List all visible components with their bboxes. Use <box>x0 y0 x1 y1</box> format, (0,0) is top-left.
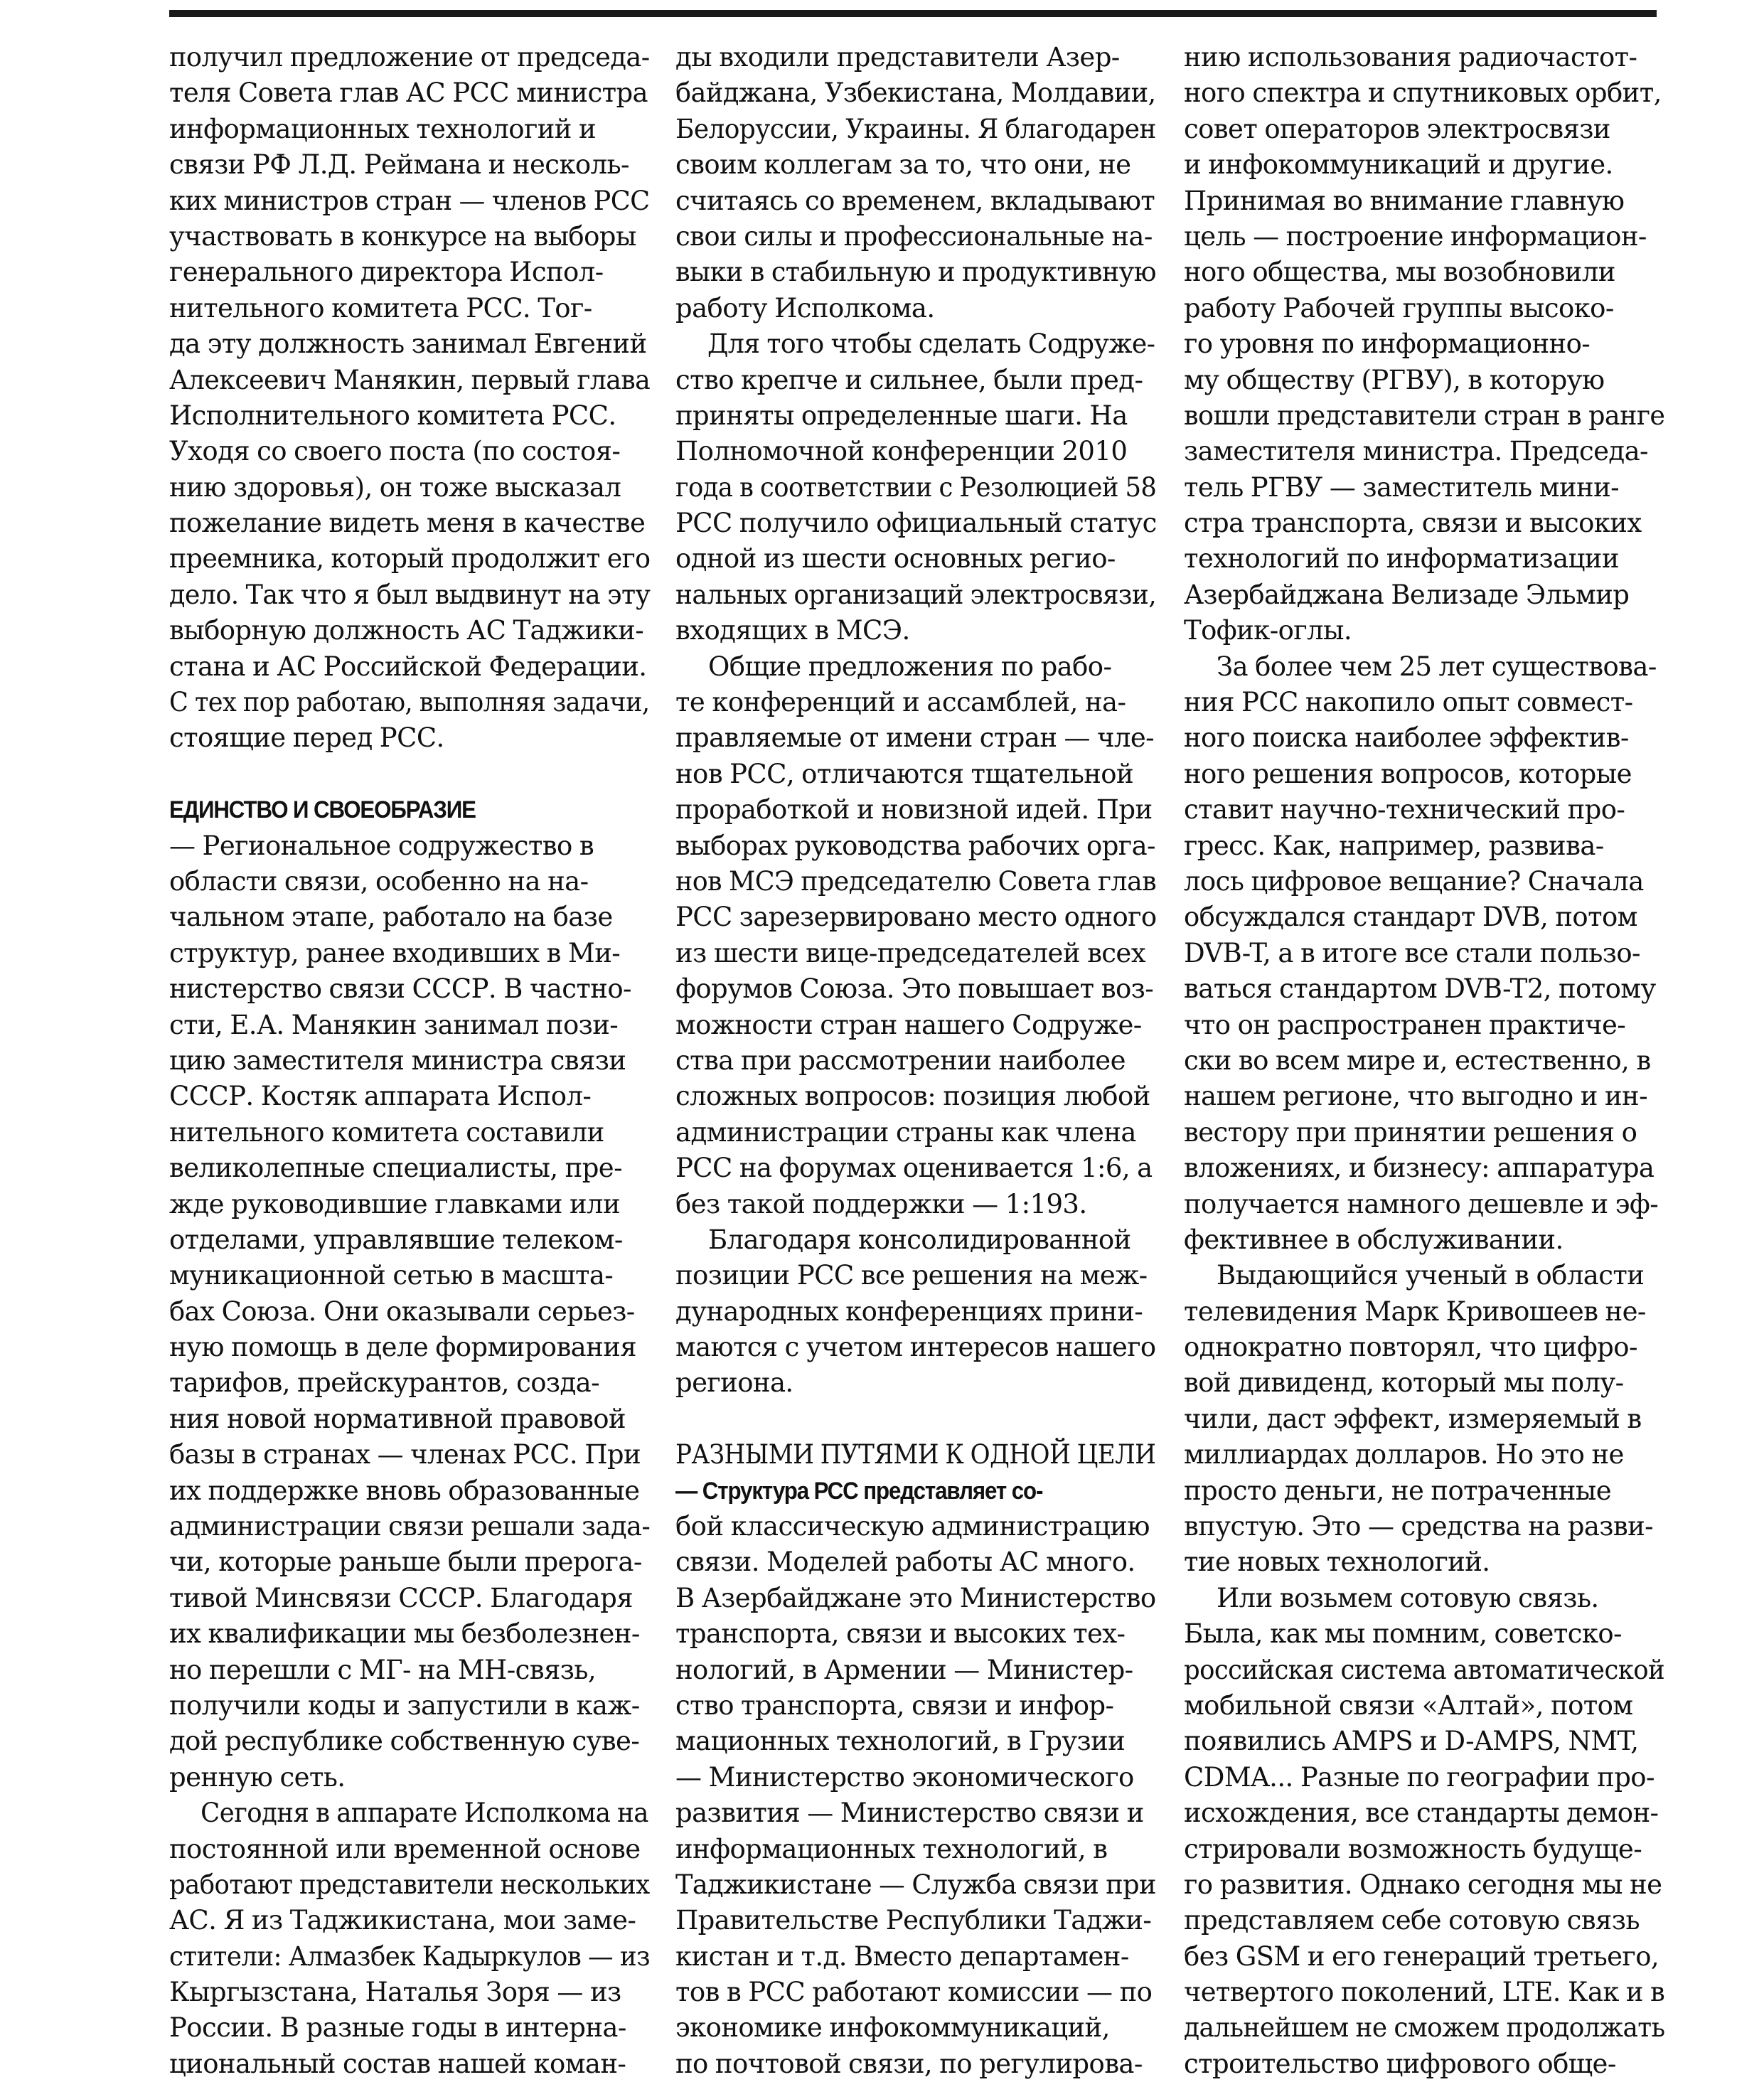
text-line: дународных конференциях прини- <box>675 1296 1143 1327</box>
text-line: технологий по информатизации <box>1184 543 1619 575</box>
text-line: обсуждался стандарт DVB, потом <box>1184 902 1637 933</box>
text-line: строительство цифрового обще- <box>1184 2048 1616 2079</box>
text-line: нию здоровья), он тоже высказал <box>169 471 621 503</box>
text-line: их поддержке вновь образованные <box>169 1475 640 1506</box>
text-line: ренную сеть. <box>169 1761 346 1793</box>
text-line: тивой Минсвязи СССР. Благодаря <box>169 1582 633 1613</box>
text-line: ного поиска наиболее эффектив- <box>1184 722 1629 754</box>
text-line: дой республике собственную суве- <box>169 1726 640 1757</box>
text-line: вошли представители стран в ранге <box>1184 400 1665 431</box>
text-line: нительного комитета составили <box>169 1116 604 1148</box>
text-line: генерального директора Испол- <box>169 257 604 288</box>
text-line: Уходя со своего поста (по состоя- <box>169 436 621 467</box>
text-line: без такой поддержки — 1:193. <box>675 1188 1087 1219</box>
text-line: гресс. Как, например, развива- <box>1184 830 1604 861</box>
text-line: получил предложение от председа- <box>169 42 650 73</box>
paragraph-gap <box>675 1402 1156 1437</box>
text-line: го развития. Однако сегодня мы не <box>1184 1869 1662 1900</box>
text-line: получается намного дешевле и эф- <box>1184 1188 1659 1219</box>
text-line: сти, Е.А. Манякин занимал пози- <box>169 1009 619 1040</box>
text-line: ство транспорта, связи и инфор- <box>675 1689 1114 1721</box>
text-line: постоянной или временной основе <box>169 1833 641 1864</box>
text-line: нов РСС, отличаются тщательной <box>675 758 1134 789</box>
text-line: вестору при принятии решения о <box>1184 1116 1637 1148</box>
text-line: фективнее в обслуживании. <box>1184 1224 1563 1255</box>
text-line: появились AMPS и D-AMPS, NMT, <box>1184 1726 1639 1757</box>
text-line: из шести вице-председателей всех <box>675 937 1145 968</box>
text-line: но перешли с МГ- на МН-связь, <box>169 1654 597 1685</box>
text-line: стра транспорта, связи и высоких <box>1184 508 1642 539</box>
text-line: по почтовой связи, по регулирова- <box>675 2048 1143 2079</box>
text-line: экономике инфокоммуникаций, <box>675 2012 1110 2044</box>
text-line: Правительстве Республики Таджи- <box>675 1905 1152 1936</box>
text-line: СССР. Костяк аппарата Испол- <box>169 1081 592 1112</box>
text-line: ких министров стран — членов РСС <box>169 185 650 216</box>
text-line: российская система автоматической <box>1184 1654 1665 1685</box>
text-line: дело. Так что я был выдвинут на эту <box>169 579 651 610</box>
text-line: ния РСС накопило опыт совмест- <box>1184 687 1633 718</box>
text-line: дальнейшем не сможем продолжать <box>1184 2012 1665 2044</box>
text-line: DVB-T, а в итоге все стали пользо- <box>1184 937 1640 968</box>
text-line: стоящие перед РСС. <box>169 722 444 754</box>
text-line: кистан и т.д. Вместо департамен- <box>675 1940 1129 1972</box>
text-line: исхождения, все стандарты демон- <box>1184 1798 1659 1829</box>
text-line: тов в РСС работают комиссии — по <box>675 1977 1153 2008</box>
text-line: информационных технологий, в <box>675 1833 1108 1864</box>
text-line: форумов Союза. Это повышает воз- <box>675 973 1154 1005</box>
text-line: входящих в МСЭ. <box>675 615 910 646</box>
text-line: ства при рассмотрении наиболее <box>675 1045 1126 1076</box>
text-line: можности стран нашего Содруже- <box>675 1009 1142 1040</box>
text-line: развития — Министерство связи и <box>675 1798 1144 1829</box>
text-line: представляем себе сотовую связь <box>1184 1905 1640 1936</box>
text-line: четвертого поколений, LTE. Как и в <box>1184 1977 1665 2008</box>
text-line: Или возьмем сотовую связь. <box>1217 1582 1599 1613</box>
text-line: стрировали возможность будуще- <box>1184 1833 1642 1864</box>
text-line: тель РГВУ — заместитель мини- <box>1184 471 1620 503</box>
text-line: сложных вопросов: позиция любой <box>675 1081 1150 1112</box>
text-line: транспорта, связи и высоких тех- <box>675 1618 1126 1650</box>
text-line: ного решения вопросов, которые <box>1184 758 1632 789</box>
text-line: пожелание видеть меня в качестве <box>169 508 646 539</box>
text-line: цию заместителя министра связи <box>169 1045 626 1076</box>
text-line: чи, которые раньше были прерога- <box>169 1547 642 1578</box>
text-line: — Региональное содружество в <box>169 830 594 861</box>
text-line: Общие предложения по рабо- <box>708 651 1112 682</box>
text-line: работу Исполкома. <box>675 292 935 324</box>
text-line: За более чем 25 лет существова- <box>1217 651 1657 682</box>
text-line: администрации связи решали зада- <box>169 1511 651 1542</box>
text-line: Выдающийся ученый в области <box>1217 1260 1645 1291</box>
text-line: преемника, который продолжит его <box>169 543 651 575</box>
text-line: ную помощь в деле формирования <box>169 1332 637 1363</box>
text-line: ставит научно-технический про- <box>1184 794 1625 826</box>
text-line: Была, как мы помним, советско- <box>1184 1618 1622 1650</box>
text-line: те конференций и ассамблей, на- <box>675 687 1126 718</box>
text-line: связи РФ Л.Д. Реймана и несколь- <box>169 149 629 181</box>
text-line: Таджикистане — Служба связи при <box>675 1869 1156 1900</box>
text-line: администрации страны как члена <box>675 1116 1136 1148</box>
text-line: их квалификации мы безболезнен- <box>169 1618 640 1650</box>
text-line: стана и АС Российской Федерации. <box>169 651 647 682</box>
text-line: выборную должность АС Таджики- <box>169 615 644 646</box>
text-line: впустую. Это — средства на разви- <box>1184 1511 1654 1542</box>
text-line: ного общества, мы возобновили <box>1184 257 1615 288</box>
text-line: чили, даст эффект, измеряемый в <box>1184 1403 1642 1434</box>
text-line: цель — построение информацион- <box>1184 220 1647 252</box>
text-line: теля Совета глав АС РСС министра <box>169 78 648 109</box>
text-line: приняты определенные шаги. На <box>675 400 1128 431</box>
text-line: телевидения Марк Кривошеев не- <box>1184 1296 1646 1327</box>
text-line: РСС получило официальный статус <box>675 508 1157 539</box>
text-line: нологий, в Армении — Министер- <box>675 1654 1133 1685</box>
text-line: и инфокоммуникаций и другие. <box>1184 149 1613 181</box>
text-line: Полномочной конференции 2010 <box>675 436 1128 467</box>
section-heading: ЕДИНСТВО И СВОЕОБРАЗИЕ <box>169 796 476 824</box>
text-line: одной из шести основных регио- <box>675 543 1116 575</box>
text-line: структур, ранее входивших в Ми- <box>169 937 621 968</box>
text-line: позиции РСС все решения на меж- <box>675 1260 1148 1291</box>
text-line: связи. Моделей работы АС много. <box>675 1547 1135 1578</box>
text-line: РСС зарезервировано место одного <box>675 902 1157 933</box>
text-line: тие новых технологий. <box>1184 1547 1490 1578</box>
text-line: однократно повторял, что цифро- <box>1184 1332 1637 1363</box>
text-line: жде руководившие главками или <box>169 1188 621 1219</box>
text-line: получили коды и запустили в каж- <box>169 1689 640 1721</box>
text-line: участвовать в конкурсе на выборы <box>169 220 636 252</box>
text-line: ваться стандартом DVB-T2, потому <box>1184 973 1656 1005</box>
text-line: нашем регионе, что выгодно и ин- <box>1184 1081 1647 1112</box>
text-line: тарифов, прейскурантов, созда- <box>169 1367 600 1399</box>
text-line: правляемые от имени стран — чле- <box>675 722 1155 754</box>
text-line: региона. <box>675 1367 793 1399</box>
text-line: бах Союза. Они оказывали серьез- <box>169 1296 635 1327</box>
text-line: области связи, особенно на на- <box>169 865 589 897</box>
text-line: РСС на форумах оценивается 1:6, а <box>675 1153 1153 1184</box>
text-line: проработкой и новизной идей. При <box>675 794 1153 826</box>
text-line: го уровня по информационно- <box>1184 329 1591 360</box>
text-line: Исполнительного комитета РСС. <box>169 400 616 431</box>
text-line: мационных технологий, в Грузии <box>675 1726 1126 1757</box>
text-line: миллиардах долларов. Но это не <box>1184 1439 1624 1470</box>
text-line: да эту должность занимал Евгений <box>169 329 647 360</box>
text-line: маются с учетом интересов нашего <box>675 1332 1156 1363</box>
text-line: совет операторов электросвязи <box>1184 113 1610 144</box>
text-line: своим коллегам за то, что они, не <box>675 149 1131 181</box>
text-line: Белоруссии, Украины. Я благодарен <box>675 113 1156 144</box>
text-line: мобильной связи «Алтай», потом <box>1184 1689 1633 1721</box>
text-line: ды входили представители Азер- <box>675 42 1120 73</box>
top-rule <box>169 10 1657 17</box>
text-line: В Азербайджане это Министерство <box>675 1582 1156 1613</box>
text-line: нистерство связи СССР. В частно- <box>169 973 631 1005</box>
column-2 <box>675 40 1156 2082</box>
text-line: лось цифровое вещание? Сначала <box>1184 865 1644 897</box>
text-line: нительного комитета РСС. Тог- <box>169 292 592 324</box>
text-line: года в соответствии с Резолюцией 58 <box>675 471 1157 503</box>
column-1 <box>169 40 650 2082</box>
text-line: что он распространен практиче- <box>1184 1009 1626 1040</box>
section-heading: — Структура РСС представляет со- <box>675 1477 1043 1505</box>
text-line: нов МСЭ председателю Совета глав <box>675 865 1157 897</box>
text-line: Для того чтобы сделать Содруже- <box>707 329 1155 360</box>
text-line: просто деньги, не потраченные <box>1184 1475 1611 1506</box>
text-line: отделами, управлявшие телеком- <box>169 1224 623 1255</box>
text-line: Кыргызстана, Наталья Зоря — из <box>169 1977 621 2008</box>
text-line: циональный состав нашей коман- <box>169 2048 626 2079</box>
text-line: работу Рабочей группы высоко- <box>1184 292 1614 324</box>
text-line: без GSM и его генераций третьего, <box>1184 1940 1659 1972</box>
text-line: России. В разные годы в интерна- <box>169 2012 626 2044</box>
text-line: считаясь со временем, вкладывают <box>675 185 1155 216</box>
text-line: базы в странах — членах РСС. При <box>169 1439 641 1470</box>
text-line: ство крепче и сильнее, были пред- <box>675 364 1143 395</box>
text-line: CDMA... Разные по географии про- <box>1184 1761 1655 1793</box>
text-line: информационных технологий и <box>169 113 597 144</box>
text-line: вложениях, и бизнесу: аппаратура <box>1184 1153 1655 1184</box>
text-line: Алексеевич Манякин, первый глава <box>169 364 651 395</box>
text-line: выки в стабильную и продуктивную <box>675 257 1156 288</box>
text-line: Принимая во внимание главную <box>1184 185 1625 216</box>
text-line: С тех пор работаю, выполняя задачи, <box>169 687 650 718</box>
paragraph-gap <box>169 757 650 792</box>
text-line: работают представители нескольких <box>169 1869 650 1900</box>
text-line: выборах руководства рабочих орга- <box>675 830 1155 861</box>
text-line: му обществу (РГВУ), в которую <box>1184 364 1605 395</box>
text-line: ния новой нормативной правовой <box>169 1403 626 1434</box>
text-line: Сегодня в аппарате Исполкома на <box>201 1798 648 1829</box>
text-line: ного спектра и спутниковых орбит, <box>1184 78 1662 109</box>
text-line: великолепные специалисты, пре- <box>169 1153 622 1184</box>
text-line: бой классическую администрацию <box>675 1511 1150 1542</box>
text-line: свои силы и профессиональные на- <box>675 220 1153 252</box>
text-line: Благодаря консолидированной <box>708 1224 1131 1255</box>
text-line: байджана, Узбекистана, Молдавии, <box>675 78 1156 109</box>
text-line: нальных организаций электросвязи, <box>675 579 1157 610</box>
text-line: муникационной сетью в масшта- <box>169 1260 614 1291</box>
text-line: РАЗНЫМИ ПУТЯМИ К ОДНОЙ ЦЕЛИ <box>675 1439 1156 1470</box>
text-line: нию использования радиочастот- <box>1184 42 1637 73</box>
text-line: Тофик-оглы. <box>1184 615 1352 646</box>
column-3 <box>1184 40 1664 2082</box>
text-line: АС. Я из Таджикистана, мои заме- <box>169 1905 636 1936</box>
text-line: стители: Алмазбек Кадыркулов — из <box>169 1940 650 1972</box>
text-line: чальном этапе, работало на базе <box>169 902 613 933</box>
text-line: Азербайджана Велизаде Эльмир <box>1184 579 1630 610</box>
text-line: заместителя министра. Председа- <box>1184 436 1648 467</box>
text-line: ски во всем мире и, естественно, в <box>1184 1045 1651 1076</box>
text-line: — Министерство экономического <box>675 1761 1134 1793</box>
text-line: вой дивиденд, который мы полу- <box>1184 1367 1624 1399</box>
